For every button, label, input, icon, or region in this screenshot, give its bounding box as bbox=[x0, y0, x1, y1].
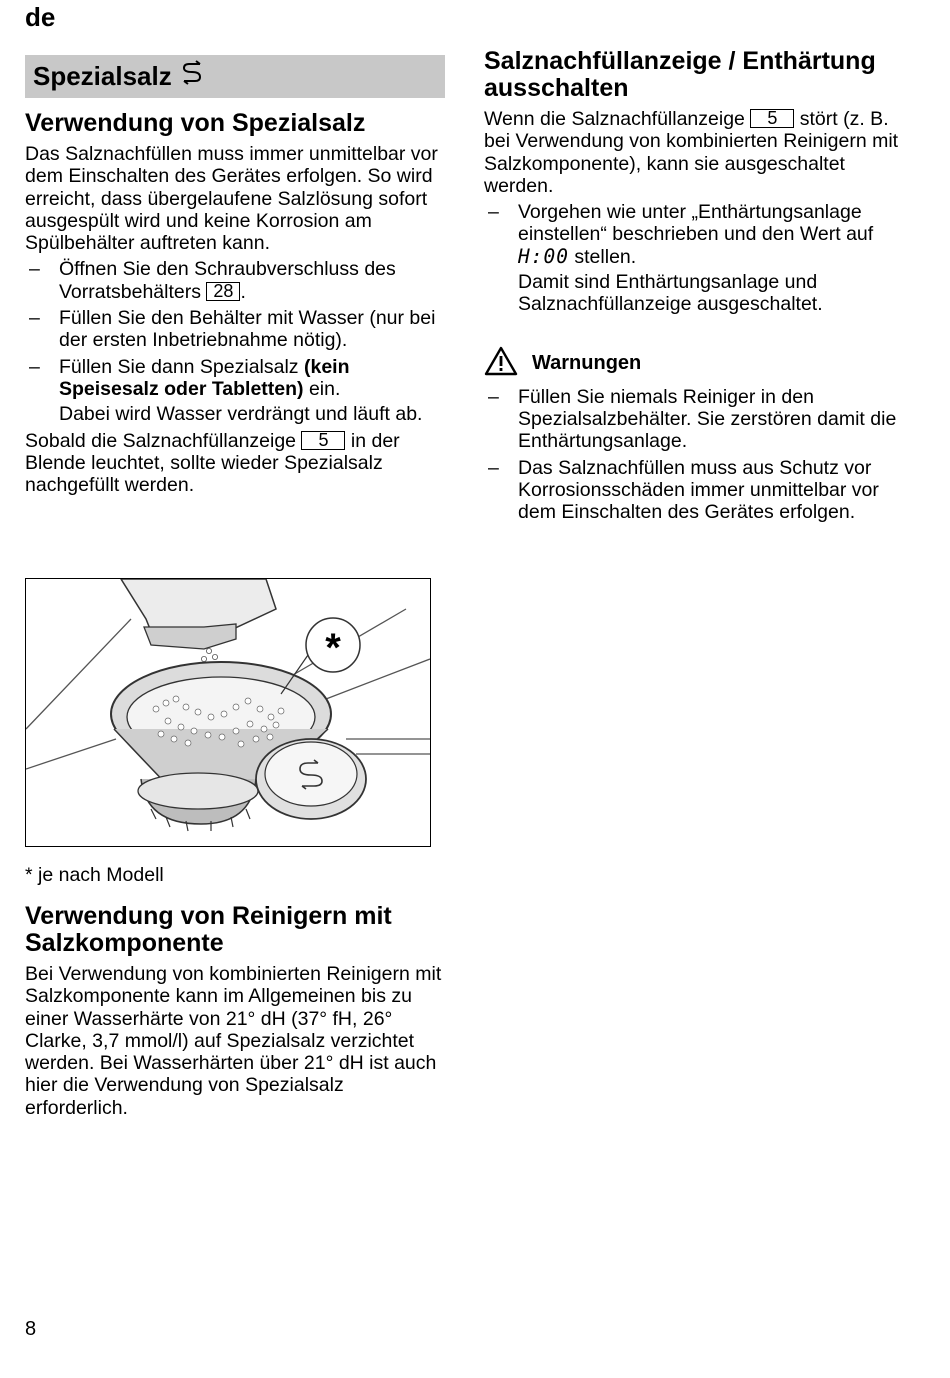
list-dash: – bbox=[29, 355, 40, 378]
warnings-header bbox=[484, 346, 914, 382]
figure-asterisk: * bbox=[325, 626, 341, 670]
list-item bbox=[484, 457, 914, 524]
intro-post: stört (z. B. bei Verwendung von kombinierten Reinigern mit Salzkomponente), kann sie ausgeschaltet werden. bbox=[484, 108, 899, 197]
step3-post: ein. bbox=[303, 377, 341, 400]
heading-ausschalten: Salznachfüllanzeige / Enthärtung ausschalten bbox=[484, 47, 876, 102]
salt-icon bbox=[180, 60, 206, 93]
right-column bbox=[484, 48, 914, 527]
left-column bbox=[25, 55, 445, 496]
list-dash: – bbox=[29, 307, 40, 330]
list-dash: – bbox=[488, 201, 499, 224]
warning-triangle-icon bbox=[484, 346, 518, 382]
step-pre: Vorgehen wie unter „Enthärtungsanlage einstellen“ beschrieben und den Wert auf bbox=[518, 201, 874, 246]
ausschalten-intro bbox=[484, 108, 914, 197]
reference-box: 28 bbox=[206, 282, 240, 301]
list-item bbox=[484, 201, 914, 315]
step1-text: Öffnen Sie den Schraubverschluss des Vorratsbehälters bbox=[59, 258, 396, 303]
list-dash: – bbox=[29, 258, 40, 281]
warnings-title: Warnungen bbox=[532, 352, 642, 375]
list-item bbox=[484, 386, 914, 453]
warnings-list bbox=[484, 386, 914, 524]
footnote: * je nach Modell bbox=[25, 864, 164, 886]
after-paragraph bbox=[25, 430, 445, 497]
step3-bold: (kein Speisesalz oder Tabletten) bbox=[59, 355, 350, 400]
section-title-bar bbox=[25, 55, 445, 98]
step-continuation: Damit sind Enthärtungsanlage und Salznachfüllanzeige ausgeschaltet. bbox=[518, 271, 823, 316]
list-item bbox=[25, 258, 445, 303]
intro-paragraph: Das Salznachfüllen muss immer unmittelbar vor dem Einschalten des Gerätes erfolgen. So wird erreicht, dass übergelaufene Salzlösung sofort ausgespült wird und keine Korrosion am Spülbehälter auftreten kann. bbox=[25, 143, 438, 255]
section-title: Spezialsalz bbox=[33, 61, 172, 91]
salt-filling-illustration bbox=[25, 578, 431, 847]
heading-spezialsalz: Verwendung von Spezialsalz bbox=[25, 109, 366, 137]
list-item bbox=[25, 356, 445, 426]
intro-pre: Wenn die Salznachfüllanzeige bbox=[484, 108, 751, 130]
after-post: in der Blende leuchtet, sollte wieder Spezialsalz nachgefüllt werden. bbox=[25, 429, 400, 497]
step3-pre: Füllen Sie dann Spezialsalz bbox=[59, 355, 304, 378]
step1-end: . bbox=[240, 280, 246, 303]
after-pre: Sobald die Salznachfüllanzeige bbox=[25, 429, 302, 452]
step-post: stellen. bbox=[574, 245, 637, 268]
page-number: 8 bbox=[25, 1318, 37, 1340]
heading-reiniger: Verwendung von Reinigern mit Salzkomponente bbox=[25, 902, 392, 957]
indicator-box: 5 bbox=[301, 431, 345, 450]
ausschalten-steps bbox=[484, 201, 914, 315]
reiniger-paragraph: Bei Verwendung von kombinierten Reinigern mit Salzkomponente kann im Allgemeinen bis zu einer Wasserhärte von 21° dH (37° fH, 26° Clarke, 3,7 mmol/l) auf Spezialsalz verzichtet werden. Bei Wasserhärten über 21° dH ist auch hier die Verwendung von Spezialsalz erforderlich. bbox=[25, 963, 442, 1119]
step3-continuation: Dabei wird Wasser verdrängt und läuft ab. bbox=[59, 403, 423, 426]
step2-text: Füllen Sie den Behälter mit Wasser (nur bei der ersten Inbetriebnahme nötig). bbox=[59, 307, 436, 352]
warning-2: Das Salznachfüllen muss aus Schutz vor Korrosionsschäden immer unmittelbar vor dem Einschalten des Gerätes erfolgen. bbox=[518, 456, 879, 524]
list-item bbox=[25, 307, 445, 352]
section-reiniger bbox=[25, 903, 445, 1119]
steps-list bbox=[25, 258, 445, 425]
warning-1: Füllen Sie niemals Reiniger in den Spezialsalzbehälter. Sie zerstören damit die Enthärtungsanlage. bbox=[518, 385, 897, 453]
language-label: de bbox=[25, 2, 56, 32]
list-dash: – bbox=[488, 456, 499, 479]
lcd-value: H:00 bbox=[518, 244, 569, 268]
list-dash: – bbox=[488, 385, 499, 408]
indicator-box: 5 bbox=[750, 109, 794, 128]
